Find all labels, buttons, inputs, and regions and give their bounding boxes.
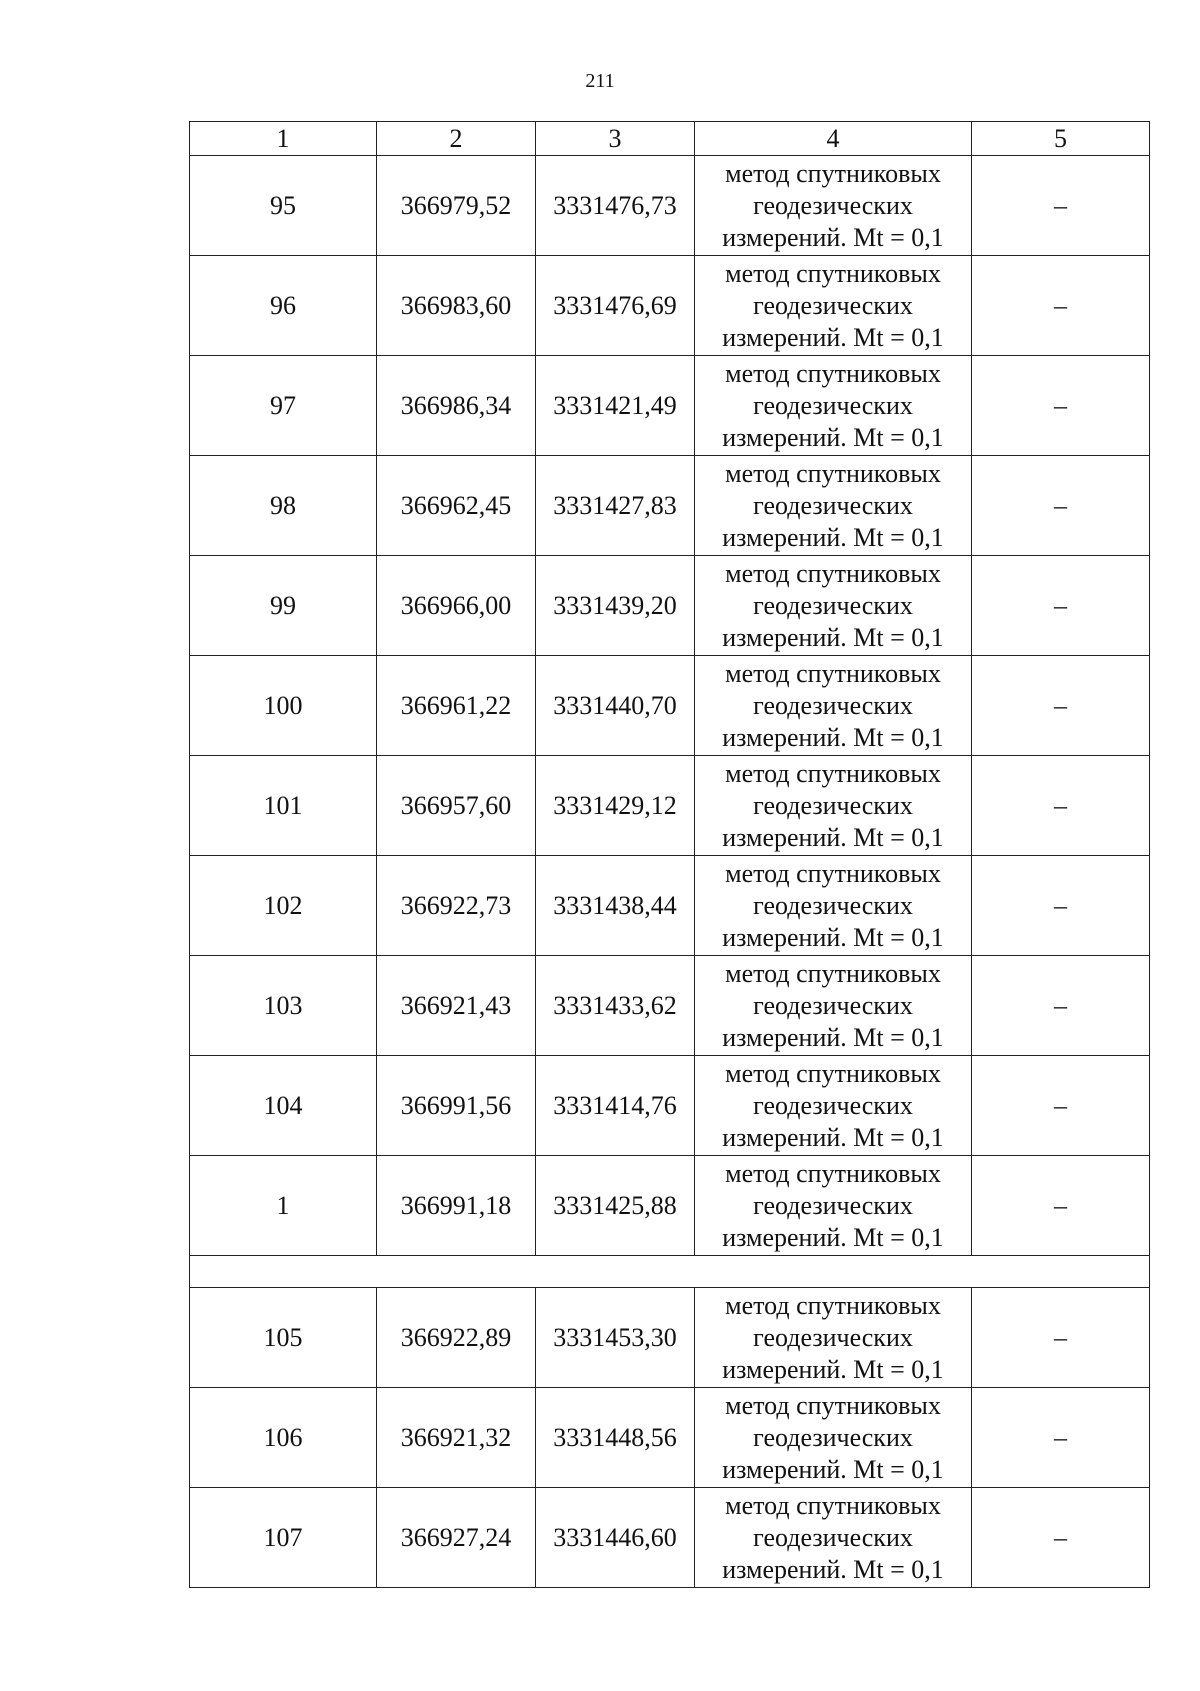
header-cell-3: 3 xyxy=(536,122,695,156)
method-line: измерений. Mt = 0,1 xyxy=(722,1222,944,1252)
method-line: измерений. Mt = 0,1 xyxy=(722,1554,944,1584)
method-line: измерений. Mt = 0,1 xyxy=(722,222,944,252)
point-number-cell: 95 xyxy=(190,156,377,256)
y-coordinate-cell: 3331425,88 xyxy=(536,1156,695,1256)
method-line: измерений. Mt = 0,1 xyxy=(722,422,944,452)
y-coordinate-cell: 3331433,62 xyxy=(536,956,695,1056)
y-coordinate-cell: 3331453,30 xyxy=(536,1288,695,1388)
page-number: 211 xyxy=(585,70,615,92)
table-row xyxy=(190,1488,1150,1588)
x-coordinate-cell: 366962,45 xyxy=(377,456,536,556)
method-cell xyxy=(695,756,972,856)
x-coordinate-cell: 366922,73 xyxy=(377,856,536,956)
method-line: геодезических xyxy=(753,1322,913,1352)
table-row xyxy=(190,556,1150,656)
method-line: геодезических xyxy=(753,490,913,520)
table-row xyxy=(190,1156,1150,1256)
method-cell xyxy=(695,1488,972,1588)
method-line: геодезических xyxy=(753,990,913,1020)
header-cell-5: 5 xyxy=(972,122,1150,156)
method-line: измерений. Mt = 0,1 xyxy=(722,1122,944,1152)
y-coordinate-cell: 3331427,83 xyxy=(536,456,695,556)
method-line: геодезических xyxy=(753,390,913,420)
table-body-group-2 xyxy=(190,1288,1150,1588)
table-row xyxy=(190,156,1150,256)
note-cell: – xyxy=(972,1288,1150,1388)
note-cell: – xyxy=(972,1156,1150,1256)
method-line: метод спутниковых xyxy=(725,1158,941,1188)
header-cell-2: 2 xyxy=(377,122,536,156)
point-number-cell: 98 xyxy=(190,456,377,556)
note-cell: – xyxy=(972,456,1150,556)
method-line: метод спутниковых xyxy=(725,1490,941,1520)
table-row xyxy=(190,856,1150,956)
y-coordinate-cell: 3331439,20 xyxy=(536,556,695,656)
table-row xyxy=(190,1056,1150,1156)
method-cell xyxy=(695,1288,972,1388)
note-cell: – xyxy=(972,556,1150,656)
method-line: измерений. Mt = 0,1 xyxy=(722,822,944,852)
point-number-cell: 106 xyxy=(190,1388,377,1488)
y-coordinate-cell: 3331476,73 xyxy=(536,156,695,256)
method-line: метод спутниковых xyxy=(725,758,941,788)
y-coordinate-cell: 3331421,49 xyxy=(536,356,695,456)
point-number-cell: 100 xyxy=(190,656,377,756)
table-row xyxy=(190,1288,1150,1388)
x-coordinate-cell: 366961,22 xyxy=(377,656,536,756)
header-row xyxy=(190,122,1150,156)
point-number-cell: 99 xyxy=(190,556,377,656)
point-number-cell: 1 xyxy=(190,1156,377,1256)
header-cell-4: 4 xyxy=(695,122,972,156)
method-cell xyxy=(695,1056,972,1156)
method-line: метод спутниковых xyxy=(725,858,941,888)
note-cell: – xyxy=(972,1488,1150,1588)
coordinates-table xyxy=(189,121,1150,1588)
table-row xyxy=(190,956,1150,1056)
method-line: геодезических xyxy=(753,290,913,320)
point-number-cell: 97 xyxy=(190,356,377,456)
method-cell xyxy=(695,956,972,1056)
method-line: геодезических xyxy=(753,790,913,820)
method-line: измерений. Mt = 0,1 xyxy=(722,1354,944,1384)
method-line: метод спутниковых xyxy=(725,958,941,988)
note-cell: – xyxy=(972,156,1150,256)
x-coordinate-cell: 366991,56 xyxy=(377,1056,536,1156)
method-line: метод спутниковых xyxy=(725,258,941,288)
method-line: геодезических xyxy=(753,690,913,720)
x-coordinate-cell: 366991,18 xyxy=(377,1156,536,1256)
point-number-cell: 101 xyxy=(190,756,377,856)
method-line: метод спутниковых xyxy=(725,158,941,188)
method-line: геодезических xyxy=(753,1422,913,1452)
method-line: метод спутниковых xyxy=(725,458,941,488)
method-line: метод спутниковых xyxy=(725,1390,941,1420)
x-coordinate-cell: 366983,60 xyxy=(377,256,536,356)
point-number-cell: 107 xyxy=(190,1488,377,1588)
x-coordinate-cell: 366921,43 xyxy=(377,956,536,1056)
y-coordinate-cell: 3331429,12 xyxy=(536,756,695,856)
method-cell xyxy=(695,256,972,356)
separator-cell xyxy=(190,1256,1150,1288)
method-cell xyxy=(695,456,972,556)
table-row xyxy=(190,256,1150,356)
x-coordinate-cell: 366966,00 xyxy=(377,556,536,656)
method-line: метод спутниковых xyxy=(725,358,941,388)
method-line: геодезических xyxy=(753,1090,913,1120)
note-cell: – xyxy=(972,856,1150,956)
method-line: геодезических xyxy=(753,890,913,920)
header-cell-1: 1 xyxy=(190,122,377,156)
y-coordinate-cell: 3331440,70 xyxy=(536,656,695,756)
note-cell: – xyxy=(972,1056,1150,1156)
x-coordinate-cell: 366922,89 xyxy=(377,1288,536,1388)
method-line: измерений. Mt = 0,1 xyxy=(722,1022,944,1052)
method-line: геодезических xyxy=(753,590,913,620)
y-coordinate-cell: 3331438,44 xyxy=(536,856,695,956)
point-number-cell: 103 xyxy=(190,956,377,1056)
x-coordinate-cell: 366957,60 xyxy=(377,756,536,856)
table-row xyxy=(190,756,1150,856)
method-line: измерений. Mt = 0,1 xyxy=(722,722,944,752)
point-number-cell: 104 xyxy=(190,1056,377,1156)
table-body-group-1 xyxy=(190,156,1150,1256)
method-line: метод спутниковых xyxy=(725,1058,941,1088)
method-line: геодезических xyxy=(753,190,913,220)
note-cell: – xyxy=(972,656,1150,756)
method-cell xyxy=(695,1156,972,1256)
method-line: измерений. Mt = 0,1 xyxy=(722,922,944,952)
x-coordinate-cell: 366927,24 xyxy=(377,1488,536,1588)
method-cell xyxy=(695,856,972,956)
point-number-cell: 102 xyxy=(190,856,377,956)
note-cell: – xyxy=(972,756,1150,856)
method-cell xyxy=(695,1388,972,1488)
note-cell: – xyxy=(972,356,1150,456)
method-line: метод спутниковых xyxy=(725,558,941,588)
x-coordinate-cell: 366986,34 xyxy=(377,356,536,456)
note-cell: – xyxy=(972,256,1150,356)
separator-row xyxy=(190,1256,1150,1288)
x-coordinate-cell: 366921,32 xyxy=(377,1388,536,1488)
method-line: измерений. Mt = 0,1 xyxy=(722,1454,944,1484)
y-coordinate-cell: 3331414,76 xyxy=(536,1056,695,1156)
method-line: измерений. Mt = 0,1 xyxy=(722,522,944,552)
note-cell: – xyxy=(972,956,1150,1056)
table-row xyxy=(190,456,1150,556)
x-coordinate-cell: 366979,52 xyxy=(377,156,536,256)
method-cell xyxy=(695,156,972,256)
method-line: метод спутниковых xyxy=(725,658,941,688)
y-coordinate-cell: 3331448,56 xyxy=(536,1388,695,1488)
method-line: геодезических xyxy=(753,1190,913,1220)
table-row xyxy=(190,1388,1150,1488)
table-row xyxy=(190,656,1150,756)
table-separator xyxy=(190,1256,1150,1288)
note-cell: – xyxy=(972,1388,1150,1488)
point-number-cell: 96 xyxy=(190,256,377,356)
table-row xyxy=(190,356,1150,456)
method-line: метод спутниковых xyxy=(725,1290,941,1320)
y-coordinate-cell: 3331446,60 xyxy=(536,1488,695,1588)
method-line: геодезических xyxy=(753,1522,913,1552)
method-cell xyxy=(695,356,972,456)
point-number-cell: 105 xyxy=(190,1288,377,1388)
method-line: измерений. Mt = 0,1 xyxy=(722,622,944,652)
y-coordinate-cell: 3331476,69 xyxy=(536,256,695,356)
method-cell xyxy=(695,556,972,656)
method-cell xyxy=(695,656,972,756)
method-line: измерений. Mt = 0,1 xyxy=(722,322,944,352)
